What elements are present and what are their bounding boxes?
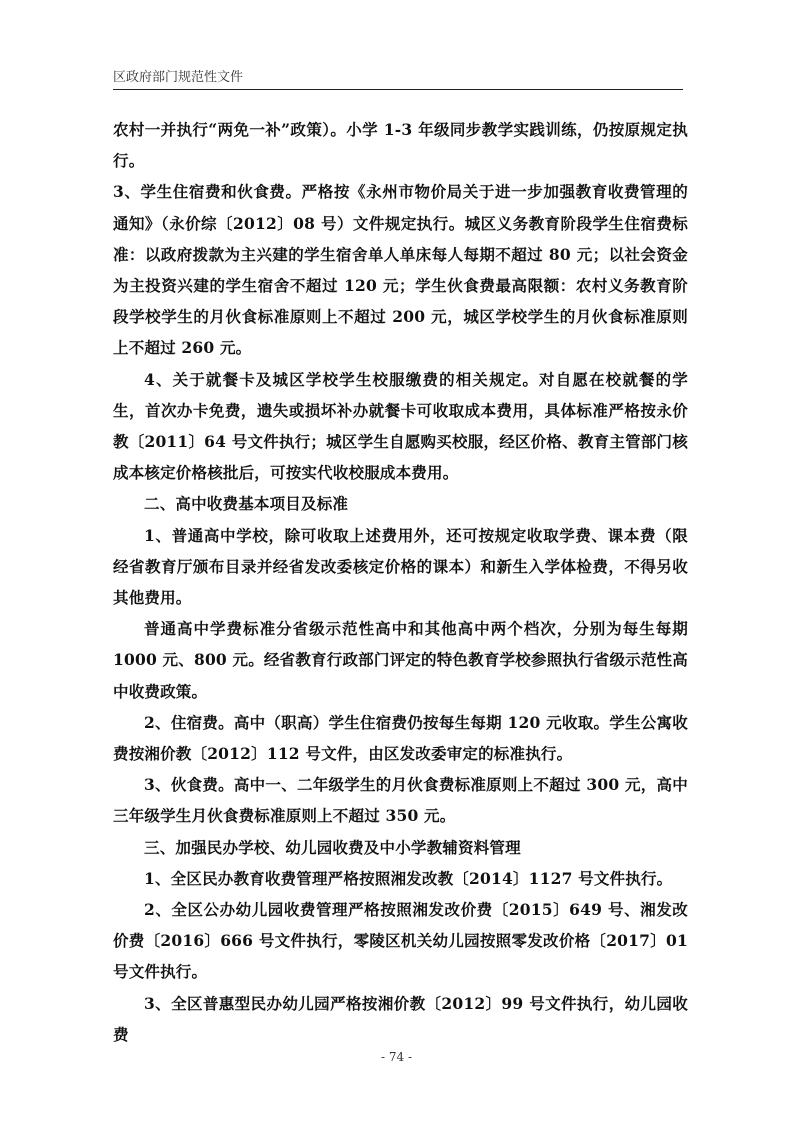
document-body [113, 114, 688, 1050]
paragraph: 3、学生住宿费和伙食费。严格按《永州市物价局关于进一步加强教育收费管理的通知》（永价综〔2012〕08 号）文件规定执行。城区义务教育阶段学生住宿费标准：以政府拨款为主兴建的学生宿舍单人单床每人每期不超过 80 元；以社会资金为主投资兴建的学生宿舍不超过 120 元；学生伙食费最高限额：农村义务教育阶段学校学生的月伙食标准原则上不超过 200 元，城区学校学生的月伙食标准原则上不超过 260 元。 [113, 182, 688, 358]
paragraph: 4、关于就餐卡及城区学校学生校服缴费的相关规定。对自愿在校就餐的学生，首次办卡免费，遗失或损坏补办就餐卡可收取成本费用，具体标准严格按永价教〔2011〕64 号文件执行；城区学生自愿购买校服，经区价格、教育主管部门核成本核定价格核批后，可按实代收校服成本费用。 [113, 369, 688, 483]
paragraph: 3、全区普惠型民办幼儿园严格按湘价教〔2012〕99 号文件执行，幼儿园收费 [113, 993, 688, 1044]
paragraph: 普通高中学费标准分省级示范性高中和其他高中两个档次，分别为每生每期 1000 元、800 元。经省教育行政部门评定的特色教育学校参照执行省级示范性高中收费政策。 [113, 619, 688, 701]
page-number: - 74 - [380, 1050, 412, 1064]
paragraph: 农村一并执行“两免一补”政策）。小学 1-3 年级同步教学实践训练，仍按原规定执行。 [113, 120, 688, 171]
section-heading: 二、高中收费基本项目及标准 [144, 494, 349, 514]
paragraph: 2、住宿费。高中（职高）学生住宿费仍按每生每期 120 元收取。学生公寓收费按湘价教〔2012〕112 号文件，由区发改委审定的标准执行。 [113, 712, 688, 764]
document-header: 区政府部门规范性文件 [113, 70, 244, 85]
section-heading: 三、加强民办学校、幼儿园收费及中小学教辅资料管理 [144, 837, 521, 857]
paragraph: 1、普通高中学校，除可收取上述费用外，还可按规定收取学费、课本费（限经省教育厅颁布目录并经省发改委核定价格的课本）和新生入学体检费，不得另收其他费用。 [113, 525, 688, 608]
paragraph: 1、全区民办教育收费管理严格按照湘发改教〔2014〕1127 号文件执行。 [144, 868, 673, 888]
paragraph: 3、伙食费。高中一、二年级学生的月伙食费标准原则上不超过 300 元，高中三年级学生月伙食费标准原则上不超过 350 元。 [113, 775, 688, 826]
header-divider [113, 89, 683, 90]
paragraph: 2、全区公办幼儿园收费管理严格按照湘发改价费〔2015〕649 号、湘发改价费〔2016〕666 号文件执行，零陵区机关幼儿园按照零发改价格〔2017〕01 号文件执行。 [113, 900, 688, 982]
